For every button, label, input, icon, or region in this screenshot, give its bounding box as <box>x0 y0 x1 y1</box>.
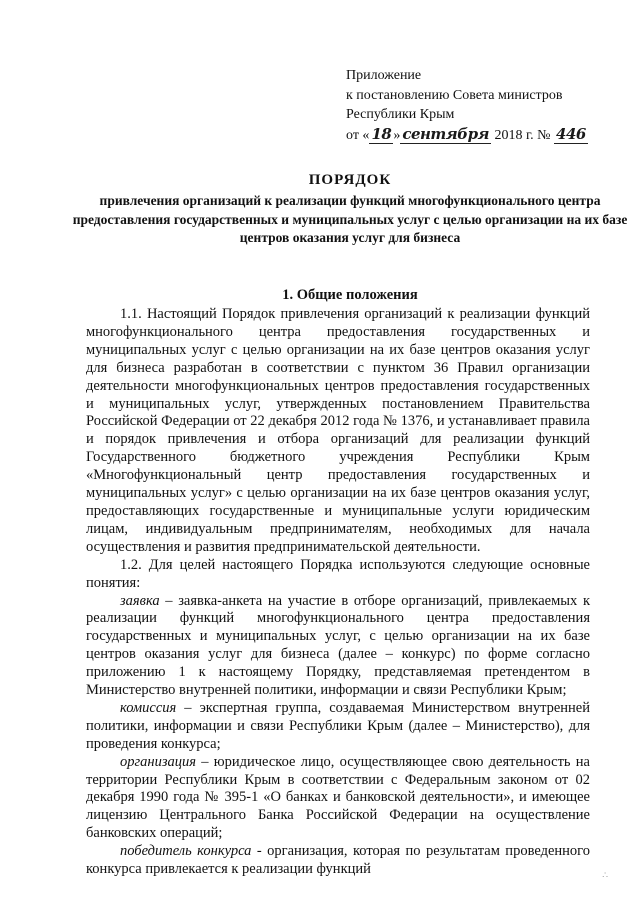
doc-subtitle: привлечения организаций к реализации функций многофункционального центра предоставления государственных и муниципальных услуг с целью организации на их базе центров оказания услуг для бизнеса <box>72 193 628 245</box>
appendix-line-1: Приложение <box>346 68 422 83</box>
term-komissiya: комиссия <box>120 699 177 716</box>
appendix-date-line <box>346 125 588 146</box>
term-organizatsiya: организация <box>120 753 196 770</box>
date-month-handwritten: сентября <box>402 124 489 143</box>
title-block <box>60 170 640 248</box>
corner-mark: ∴ <box>602 870 608 880</box>
appendix-line-3: Республики Крым <box>346 107 455 122</box>
definition-text: – заявка-анкета на участие в отборе организаций, привлекаемых к реализации функций многофункционального центра предоставления государственных и муниципальных услуг, с целью организации на их базе центров оказания услуг для бизнеса (далее – конкурс) по форме согласно приложению 1 к настоящему Порядку, представляемая претендентом в Министерство внутренней политики, информации и связи Республики Крым; <box>86 592 590 699</box>
definition-pobeditel <box>86 843 590 879</box>
paragraph-1-1: 1.1. Настоящий Порядок привлечения организаций к реализации функций многофункционального центра предоставления государственных и муниципальных услуг с целью организации на их базе центров оказания услуг для бизнеса разработан в соответствии с пунктом 36 Правил организации деятельности многофункциональных центров предоставления государственных и муниципальных услуг, утвержденных постановлением Правительства Российской Федерации от 22 декабря 2012 года № 1376, и устанавливает правила и порядок привлечения и отбора организаций для реализации функций Государственного бюджетного учреждения Республики Крым «Многофункциональный центр предоставления государственных и муниципальных услуг» с целью организации на их базе центров оказания услуг, предоставляющих государственные и муниципальные услуги юридическим лицам, индивидуальным предпринимателям, необходимых для начала осуществления и развития предпринимательской деятельности. <box>86 306 590 555</box>
definition-text: – юридическое лицо, осуществляющее свою деятельность на территории Республики Крым в соответствии с Федеральным законом от 02 декабря 1990 года № 395-1 «О банках и банковской деятельности», и имеющее лицензию Центрального Банка Российской Федерации на осуществление банковских операций; <box>86 753 590 842</box>
date-day-handwritten: 18 <box>371 124 392 143</box>
date-mid: » <box>393 127 401 143</box>
appendix-block <box>346 66 588 145</box>
definition-komissiya <box>86 700 590 754</box>
document-body <box>86 306 590 879</box>
date-prefix: от « <box>346 127 370 143</box>
term-zayavka: заявка <box>120 592 160 609</box>
definition-text: – экспертная группа, создаваемая Министерством внутренней политики, информации и связи Республики Крым (далее – Министерство), для проведения конкурса; <box>86 699 590 752</box>
definition-organizatsiya <box>86 754 590 844</box>
definition-text: - организация, которая по результатам проведенного конкурса привлекается к реализации функций <box>86 843 590 878</box>
doc-number-handwritten: 446 <box>556 124 586 143</box>
appendix-line-2: к постановлению Совета министров <box>346 87 563 103</box>
date-year: 2018 г. № <box>491 127 551 143</box>
definition-zayavka <box>86 593 590 700</box>
term-pobeditel: победитель конкурса <box>120 843 252 860</box>
section-heading: 1. Общие положения <box>282 287 418 303</box>
paragraph-1-2: 1.2. Для целей настоящего Порядка используются следующие основные понятия: <box>86 556 590 591</box>
doc-title: ПОРЯДОК <box>308 172 392 188</box>
